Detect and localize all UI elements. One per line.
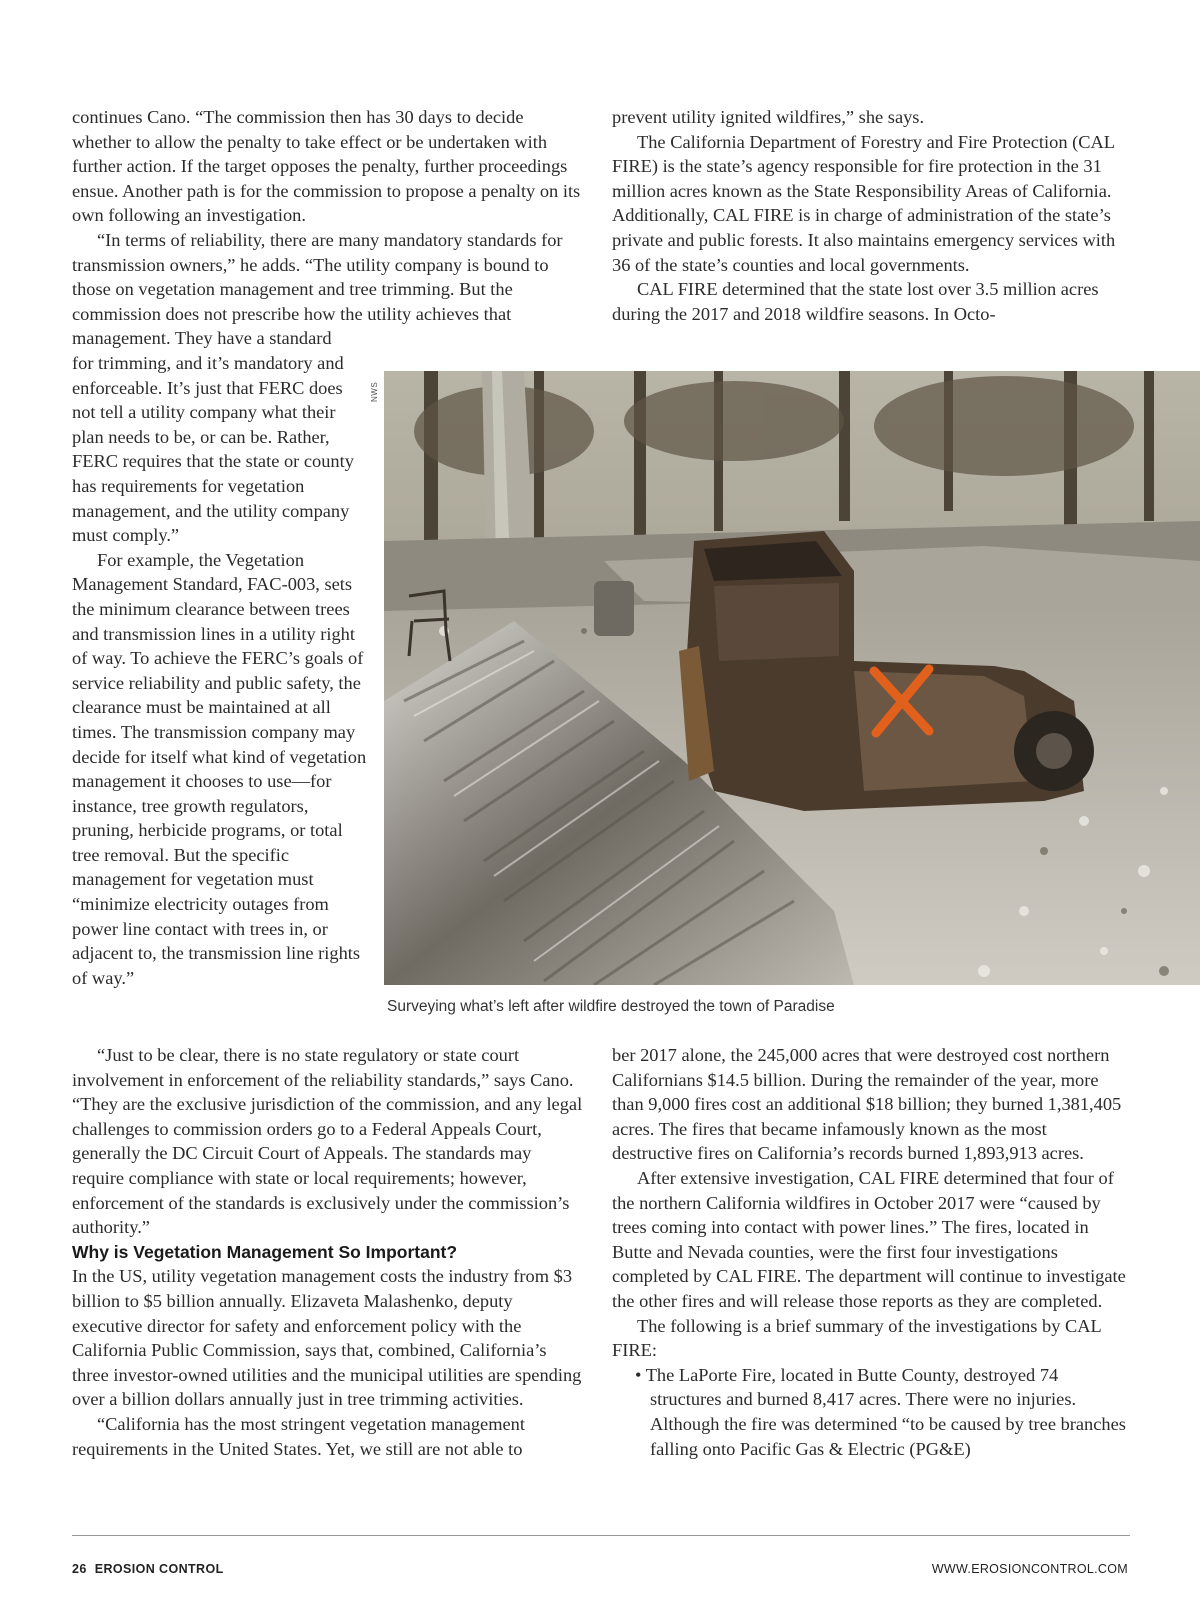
footer-website: WWW.EROSIONCONTROL.COM: [931, 1562, 1128, 1576]
wildfire-photo: [384, 371, 1200, 985]
photo-caption: Surveying what’s left after wildfire destroyed the town of Paradise: [387, 998, 835, 1015]
left-column-narrow: [72, 351, 367, 990]
paragraph: prevent utility ignited wildfires,” she says.: [612, 107, 925, 127]
footer-rule: [72, 1535, 1130, 1536]
paragraph: After extensive investigation, CAL FIRE determined that four of the northern California wildfires in October 2017 were “caused by trees coming into contact with power lines.” The fires, located in Butte and Nevada counties, were the first four investigations completed by CAL FIRE. The department will continue to investigate the other fires and will release those reports as they are completed.: [612, 1167, 1126, 1311]
paragraph: The following is a brief summary of the investigations by CAL FIRE:: [612, 1315, 1102, 1361]
paragraph: “California has the most stringent vegetation management requirements in the United States. Yet, we still are not able to: [72, 1413, 525, 1459]
photo-credit: NWS: [370, 381, 379, 402]
paragraph: continues Cano. “The commission then has 30 days to decide whether to allow the penalty to take effect or be undertaken with further action. If the target opposes the penalty, further proceedings ensue. Another path is for the commission to propose a penalty on its own following an investigation.: [72, 107, 581, 226]
right-column-bottom: [612, 1043, 1132, 1461]
footer-left: [72, 1562, 232, 1576]
paragraph: “Just to be clear, there is no state regulatory or state court involvement in enforcement of the reliability standards,” says Cano. “They are the exclusive jurisdiction of the commission, and any legal challenges to commission orders go to a Federal Appeals Court, generally the DC Circuit Court of Appeals. The standards may require compliance with state or local requirements; however, enforcement of the standards is exclusively under the commission’s authority.”: [72, 1045, 583, 1238]
bullet-item: • The LaPorte Fire, located in Butte County, destroyed 74 structures and burned 8,417 acres. There were no injuries. Although the fire was determined “to be caused by tree branches falling onto Pacific Gas & Electric (PG&E): [635, 1364, 1126, 1459]
burned-car-illustration: [384, 371, 1200, 985]
page-number: 26: [72, 1562, 87, 1576]
paragraph: In the US, utility vegetation management costs the industry from $3 billion to $5 billion annually. Elizaveta Malashenko, deputy executive director for safety and enforcement policy with the California Public Commission, says that, combined, California’s three investor-owned utilities and the municipal utilities are spending over a billion dollars annually just in tree trimming activities.: [72, 1266, 582, 1410]
left-column-bottom: [72, 1043, 587, 1461]
paragraph: “In terms of reliability, there are many mandatory standards for transmission owners,” he adds. “The utility company is bound to those on vegetation management and tree trimming. But the commission does not prescribe how the utility achieves that management. They have a standard: [72, 229, 563, 349]
paragraph: The California Department of Forestry and Fire Protection (CAL FIRE) is the state’s agency responsible for fire protection in the 31 million acres known as the State Responsibility Areas of California. Additionally, CAL FIRE is in charge of administration of the state’s private and public forests. It also maintains emergency services with 36 of the state’s counties and local governments.: [612, 131, 1116, 275]
paragraph: ber 2017 alone, the 245,000 acres that were destroyed cost northern Californians $14.5 billion. During the remainder of the year, more than 9,000 fires cost an additional $18 billion; they burned 1,381,405 acres. The fires that became infamously known as the most destructive fires on California’s records burned 1,893,913 acres.: [612, 1045, 1122, 1164]
paragraph: for trimming, and it’s mandatory and enforceable. It’s just that FERC does not tell a utility company what their plan needs to be, or can be. Rather, FERC requires that the state or county has requirements for vegetation management, and the utility company must comply.”: [72, 353, 354, 546]
right-column-top: [612, 105, 1132, 326]
paragraph: For example, the Vegetation Management Standard, FAC-003, sets the minimum clearance between trees and transmission lines in a utility right of way. To achieve the FERC’s goals of service reliability and public safety, the clearance must be maintained at all times. The transmission company may decide for itself what kind of vegetation management it chooses to use—for instance, tree growth regulators, pruning, herbicide programs, or total tree removal. But the specific management for vegetation must “minimize electricity outages from power line contact with trees in, or adjacent to, the transmission line rights of way.”: [72, 549, 367, 988]
section-heading: Why is Vegetation Management So Important?: [72, 1241, 458, 1262]
left-column-top: [72, 105, 587, 351]
paragraph: CAL FIRE determined that the state lost over 3.5 million acres during the 2017 and 2018 wildfire seasons. In Octo-: [612, 279, 1099, 324]
magazine-name: EROSION CONTROL: [94, 1562, 224, 1576]
